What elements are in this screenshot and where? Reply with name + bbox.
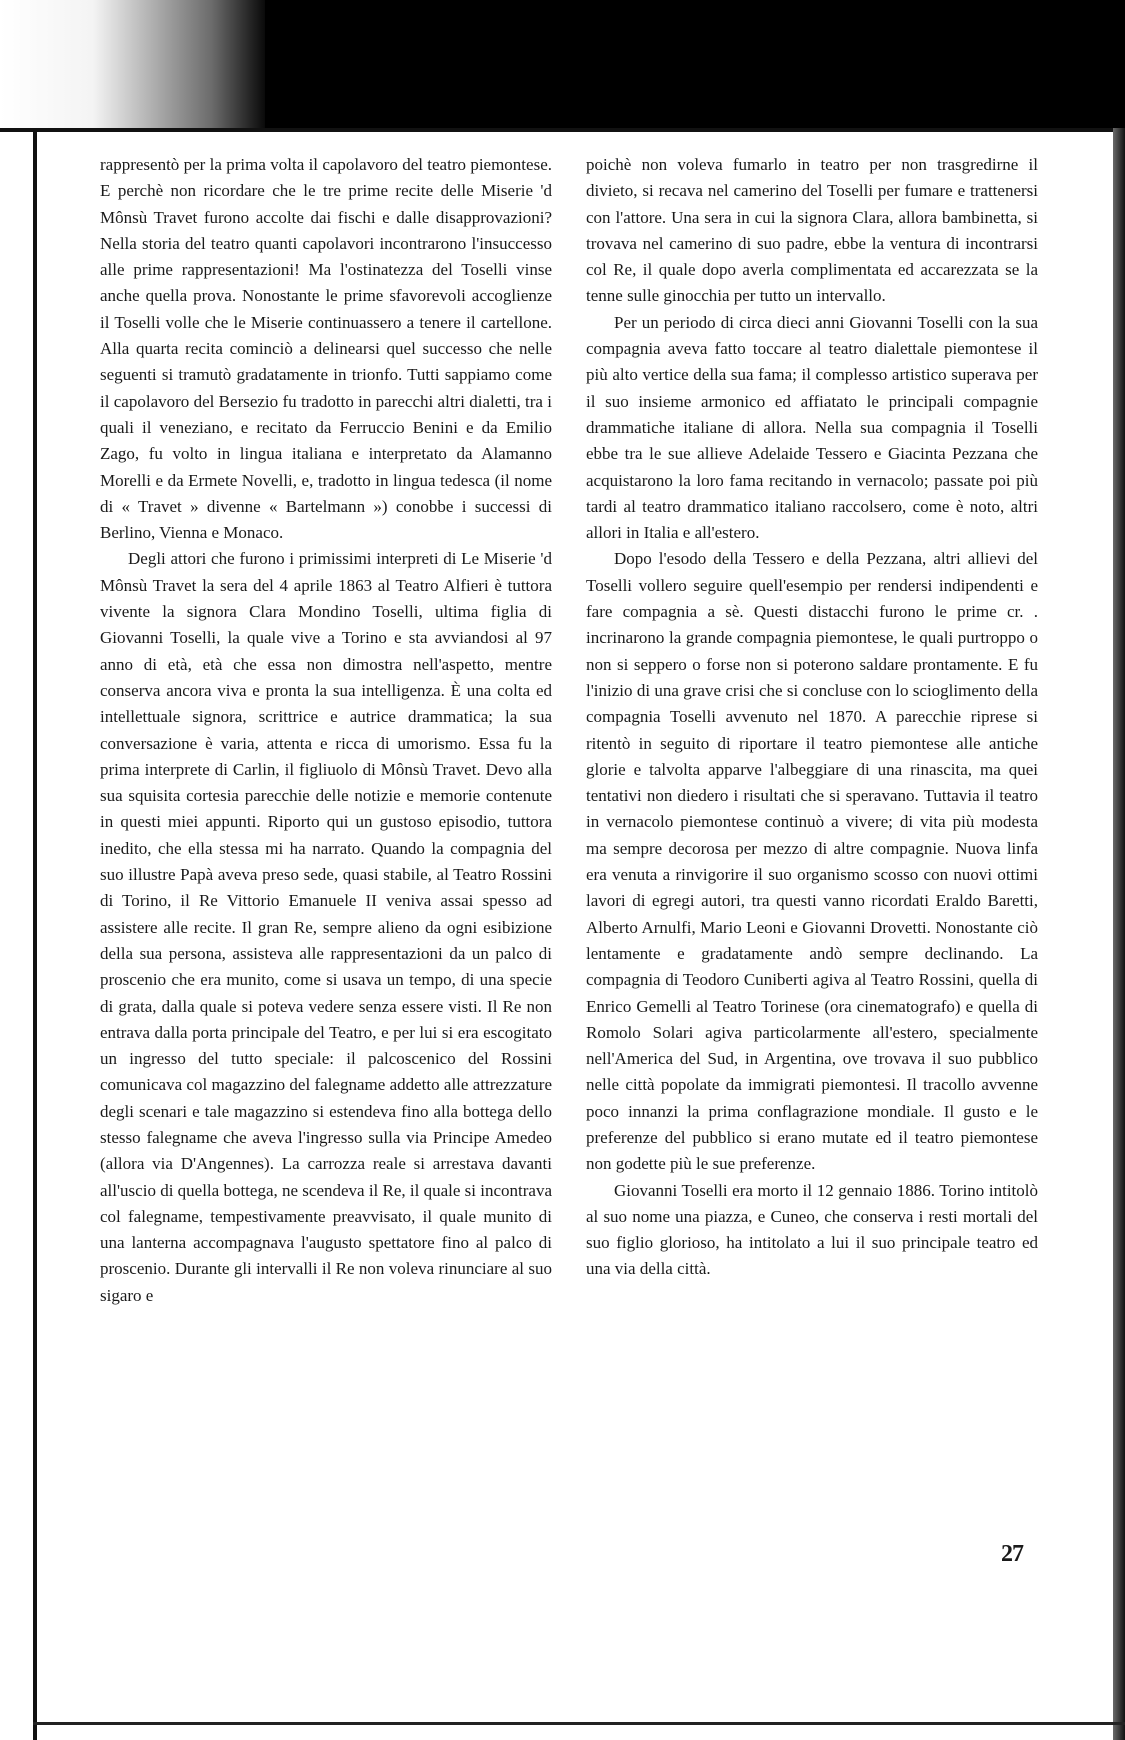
paragraph: Degli attori che furono i primissimi interpreti di Le Miserie 'd Mônsù Travet la sera del 4 aprile 1863 al Teatro Alfieri è tuttora vivente la signora Clara Mondino Toselli, ultima figlia di Giovanni Toselli, la quale vive a Torino e sta avviandosi al 97 anno di età, età che essa non dimostra nell'aspetto, mentre conserva ancora viva e pronta la sua intelligenza. È una colta ed intellettuale signora, scrittrice e autrice drammatica; la sua conversazione è varia, attenta e ricca di umorismo. Essa fu la prima interprete di Carlin, il figliuolo di Mônsù Travet. Devo alla sua squisita cortesia parecchie delle notizie e memorie contenute in questi miei appunti. Riporto qui un gustoso episodio, tuttora inedito, che ella stessa mi ha narrato. Quando la compagnia del suo illustre Papà aveva preso sede, quasi stabile, al Teatro Rossini di Torino, il Re Vittorio Emanuele II veniva assai spesso ad assistere alle recite. Il gran Re, sempre alieno da ogni esibizione della sua persona, assisteva alle rappresentazioni da un palco di proscenio che era munito, come si usava un tempo, di una specie di grata, dalla quale si poteva vedere senza essere visti. Il Re non entrava dalla porta principale del Teatro, e per lui si era escogitato un ingresso del tutto speciale: il palcoscenico del Rossini comunicava col magazzino del falegname addetto alle attrezzature degli scenari e tale magazzino si estendeva fino alla bottega dello stesso falegname che aveva l'ingresso sulla via Principe Amedeo (allora via D'Angennes). La carrozza reale si arrestava davanti all'uscio di quella bottega, ne scendeva il Re, il quale si incontrava col falegname, tempestivamente preavvisato, il quale munito di una lanterna accompagnava l'augusto spettatore fino al palco di proscenio. Durante gli intervalli il Re non voleva rinunciare al suo sigaro e <box>100 549 553 1305</box>
paragraph: poichè non voleva fumarlo in teatro per non trasgredirne il divieto, si recava nel camerino del Toselli per fumare e trattenersi con l'attore. Una sera in cui la signora Clara, allora bambinetta, si trovava nel camerino di suo padre, ebbe la ventura di incontrarsi col Re, il quale dopo averla complimentata ed accarezzata se la tenne sulle ginocchia per tutto un intervallo. <box>586 155 1038 306</box>
scan-top-band-fade <box>0 0 265 130</box>
right-column <box>586 152 1038 1283</box>
page-border-top <box>0 128 1125 132</box>
left-column <box>100 152 552 1309</box>
paragraph: Dopo l'esodo della Tessero e della Pezzana, altri allievi del Toselli vollero seguire quell'esempio per rendersi indipendenti e fare compagnia a sè. Questi distacchi furono le prime cr. . incrinarono la grande compagnia piemontese, le quali purtroppo o non si seppero o forse non si poterono saldare prontamente. E fu l'inizio di una grave crisi che si concluse con lo scioglimento della compagnia Toselli avvenuto nel 1870. A parecchie riprese si ritentò in seguito di riportare il teatro piemontese alle antiche glorie e talvolta apparve l'albeggiare di una rinascita, ma quei tentativi non diedero i risultati che si speravano. Tuttavia il teatro in vernacolo piemontese continuò a vivere; di vita più modesta ma sempre decorosa per mezzo di altre compagnie. Nuova linfa era venuta a rinvigorire il suo organismo scosso con nuovi ottimi lavori di egregi autori, tra questi vanno ricordati Eraldo Baretti, Alberto Arnulfi, Mario Leoni e Giovanni Drovetti. Nonostante ciò lentamente e gradatamente andò sempre declinando. La compagnia di Teodoro Cuniberti agiva al Teatro Rossini, quella di Enrico Gemelli al Teatro Torinese (ora cinematografo) e quella di Romolo Solari agiva particolarmente all'estero, specialmente nell'America del Sud, in Argentina, ove trovava il suo pubblico nelle città popolate da immigrati piemontesi. Il tracollo avvenne poco innanzi la prima conflagrazione mondiale. Il gusto e le preferenze del pubblico si erano mutate ed il teatro piemontese non godette più le sue preferenze. <box>586 549 1038 1174</box>
paragraph: rappresentò per la prima volta il capolavoro del teatro piemontese. E perchè non ricordare che le tre prime recite delle Miserie 'd Mônsù Travet furono accolte dai fischi e dalle disapprovazioni? Nella storia del teatro quanti capolavori incontrarono l'insuccesso alle prime rappresentazioni! Ma l'ostinatezza del Toselli vinse anche quella prova. Nonostante le prime sfavorevoli accoglienze il Toselli volle che le Miserie continuassero a tenere il cartellone. Alla quarta recita cominciò a delinearsi quel successo che nelle seguenti si tramutò gradatamente in trionfo. Tutti sappiamo come il capolavoro del Bersezio fu tradotto in parecchi altri dialetti, tra i quali il veneziano, e recitato da Ferruccio Benini e da Emilio Zago, fu volto in lingua italiana e interpretato da Alamanno Morelli e da Ermete Novelli, e, tradotto in lingua tedesca (il nome di « Travet » divenne « Bartelmann ») conobbe i successi di Berlino, Vienna e Monaco. <box>100 155 552 543</box>
page-border-bottom <box>33 1722 1125 1725</box>
page-border-left <box>33 128 37 1740</box>
paragraph: Per un periodo di circa dieci anni Giovanni Toselli con la sua compagnia aveva fatto toccare al teatro dialettale piemontese il più alto vertice della sua fama; il complesso artistico superava per il suo insieme armonico ed affiatato le principali compagnie drammatiche italiane di allora. Nella sua compagnia il Toselli ebbe tra le sue allieve Adelaide Tessero e Giacinta Pezzana che acquistarono la loro fama recitando in vernacolo; passate poi più tardi al teatro drammatico italiano raccolsero, come è noto, altri allori in Italia e all'estero. <box>586 312 1038 543</box>
page-border-right <box>1113 128 1125 1740</box>
page-number: 27 <box>1001 1541 1023 1567</box>
paragraph: Giovanni Toselli era morto il 12 gennaio 1886. Torino intitolò al suo nome una piazza, e Cuneo, che conserva i resti mortali del suo figlio glorioso, ha intitolato a lui il suo principale teatro ed una via della città. <box>586 1180 1038 1279</box>
